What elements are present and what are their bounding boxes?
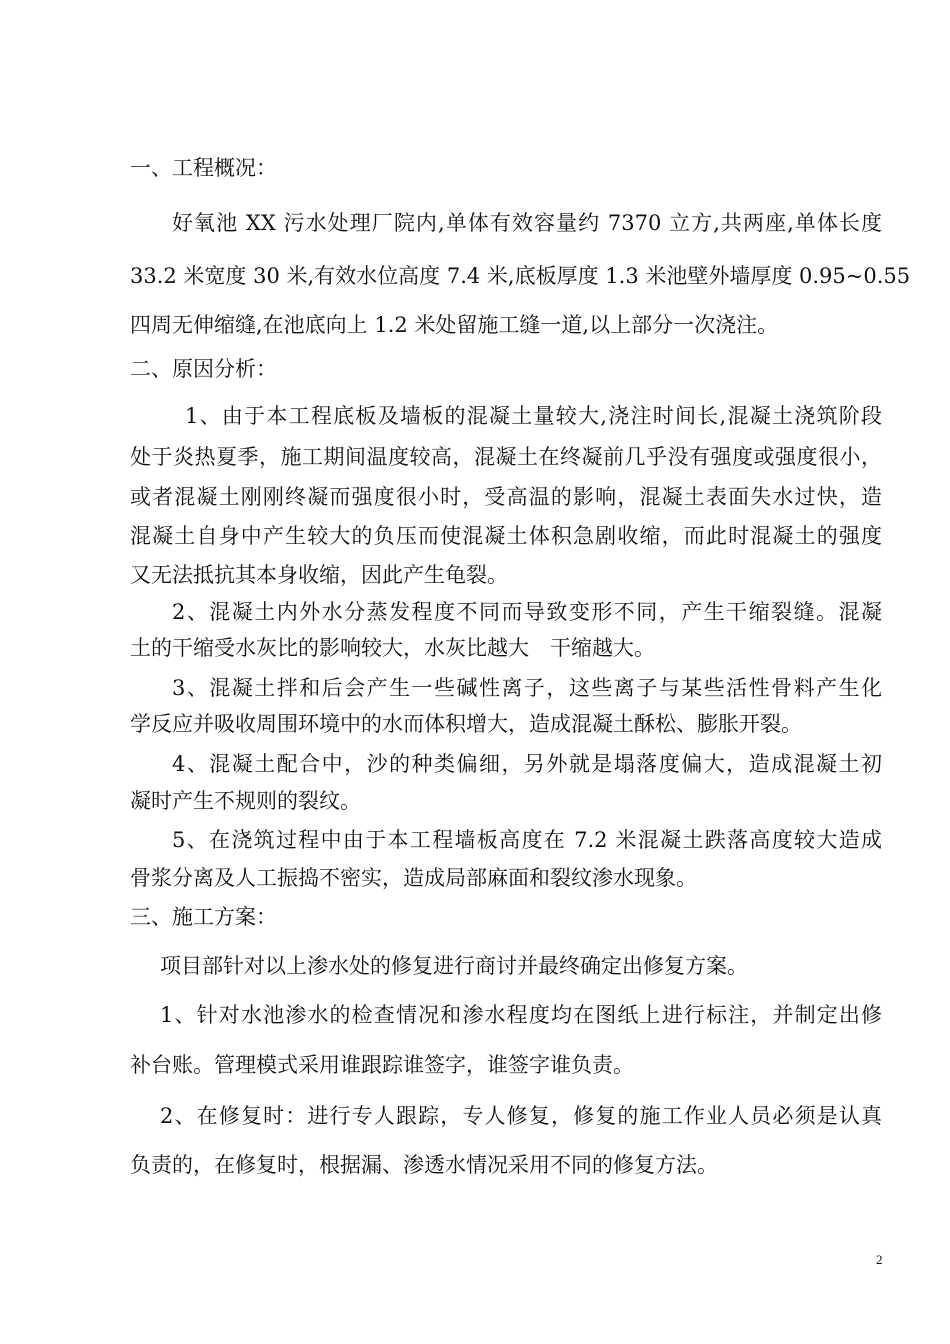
overview-line-2: 33.2 米宽度 30 米,有效水位高度 7.4 米,底板厚度 1.3 米池壁外墙厚度 0.95~0.55	[130, 264, 911, 288]
cause-line-9: 学反应并吸收周围环境中的水而体积增大，造成混凝土酥松、膨胀开裂。	[130, 712, 802, 736]
cause-line-1: 1、由于本工程底板及墙板的混凝土量较大,浇注时间长,混凝土浇筑阶段	[185, 404, 882, 428]
cause-line-7: 土的干缩受水灰比的影响较大，水灰比越大 干缩越大。	[130, 636, 655, 660]
page-number: 2	[876, 1252, 883, 1267]
plan-line-5: 负责的，在修复时，根据漏、渗透水情况采用不同的修复方法。	[130, 1153, 718, 1177]
cause-line-13: 骨浆分离及人工振捣不密实，造成局部麻面和裂纹渗水现象。	[130, 866, 697, 890]
section-heading-construction-plan: 三、施工方案：	[130, 905, 277, 929]
plan-line-1: 项目部针对以上渗水处的修复进行商讨并最终确定出修复方案。	[160, 954, 748, 978]
cause-line-5: 又无法抵抗其本身收缩，因此产生龟裂。	[130, 563, 508, 587]
overview-line-3: 四周无伸缩缝,在池底向上 1.2 米处留施工缝一道,以上部分一次浇注。	[130, 313, 779, 337]
cause-line-11: 凝时产生不规则的裂纹。	[130, 789, 361, 813]
overview-line-1: 好氧池 XX 污水处理厂院内,单体有效容量约 7370 立方,共两座,单体长度	[172, 211, 882, 235]
cause-line-12: 5、在浇筑过程中由于本工程墙板高度在 7.2 米混凝土跌落高度较大造成	[172, 828, 882, 852]
plan-line-2: 1、针对水池渗水的检查情况和渗水程度均在图纸上进行标注，并制定出修	[160, 1003, 882, 1027]
cause-line-10: 4、混凝土配合中，沙的种类偏细，另外就是塌落度偏大，造成混凝土初	[172, 752, 882, 776]
cause-line-8: 3、混凝土拌和后会产生一些碱性离子，这些离子与某些活性骨料产生化	[172, 676, 882, 700]
plan-line-4: 2、在修复时：进行专人跟踪，专人修复，修复的施工作业人员必须是认真	[160, 1104, 882, 1128]
cause-line-4: 混凝土自身中产生较大的负压而使混凝土体积急剧收缩，而此时混凝土的强度	[130, 524, 882, 548]
cause-line-3: 或者混凝土刚刚终凝而强度很小时，受高温的影响，混凝土表面失水过快，造	[130, 485, 882, 509]
section-heading-overview: 一、工程概况：	[130, 156, 277, 180]
cause-line-6: 2、混凝土内外水分蒸发程度不同而导致变形不同，产生干缩裂缝。混凝	[172, 600, 882, 624]
plan-line-3: 补台账。管理模式采用谁跟踪谁签字，谁签字谁负责。	[130, 1053, 634, 1077]
cause-line-2: 处于炎热夏季，施工期间温度较高，混凝土在终凝前几乎没有强度或强度很小，	[130, 445, 882, 469]
section-heading-cause-analysis: 二、原因分析：	[130, 357, 277, 381]
